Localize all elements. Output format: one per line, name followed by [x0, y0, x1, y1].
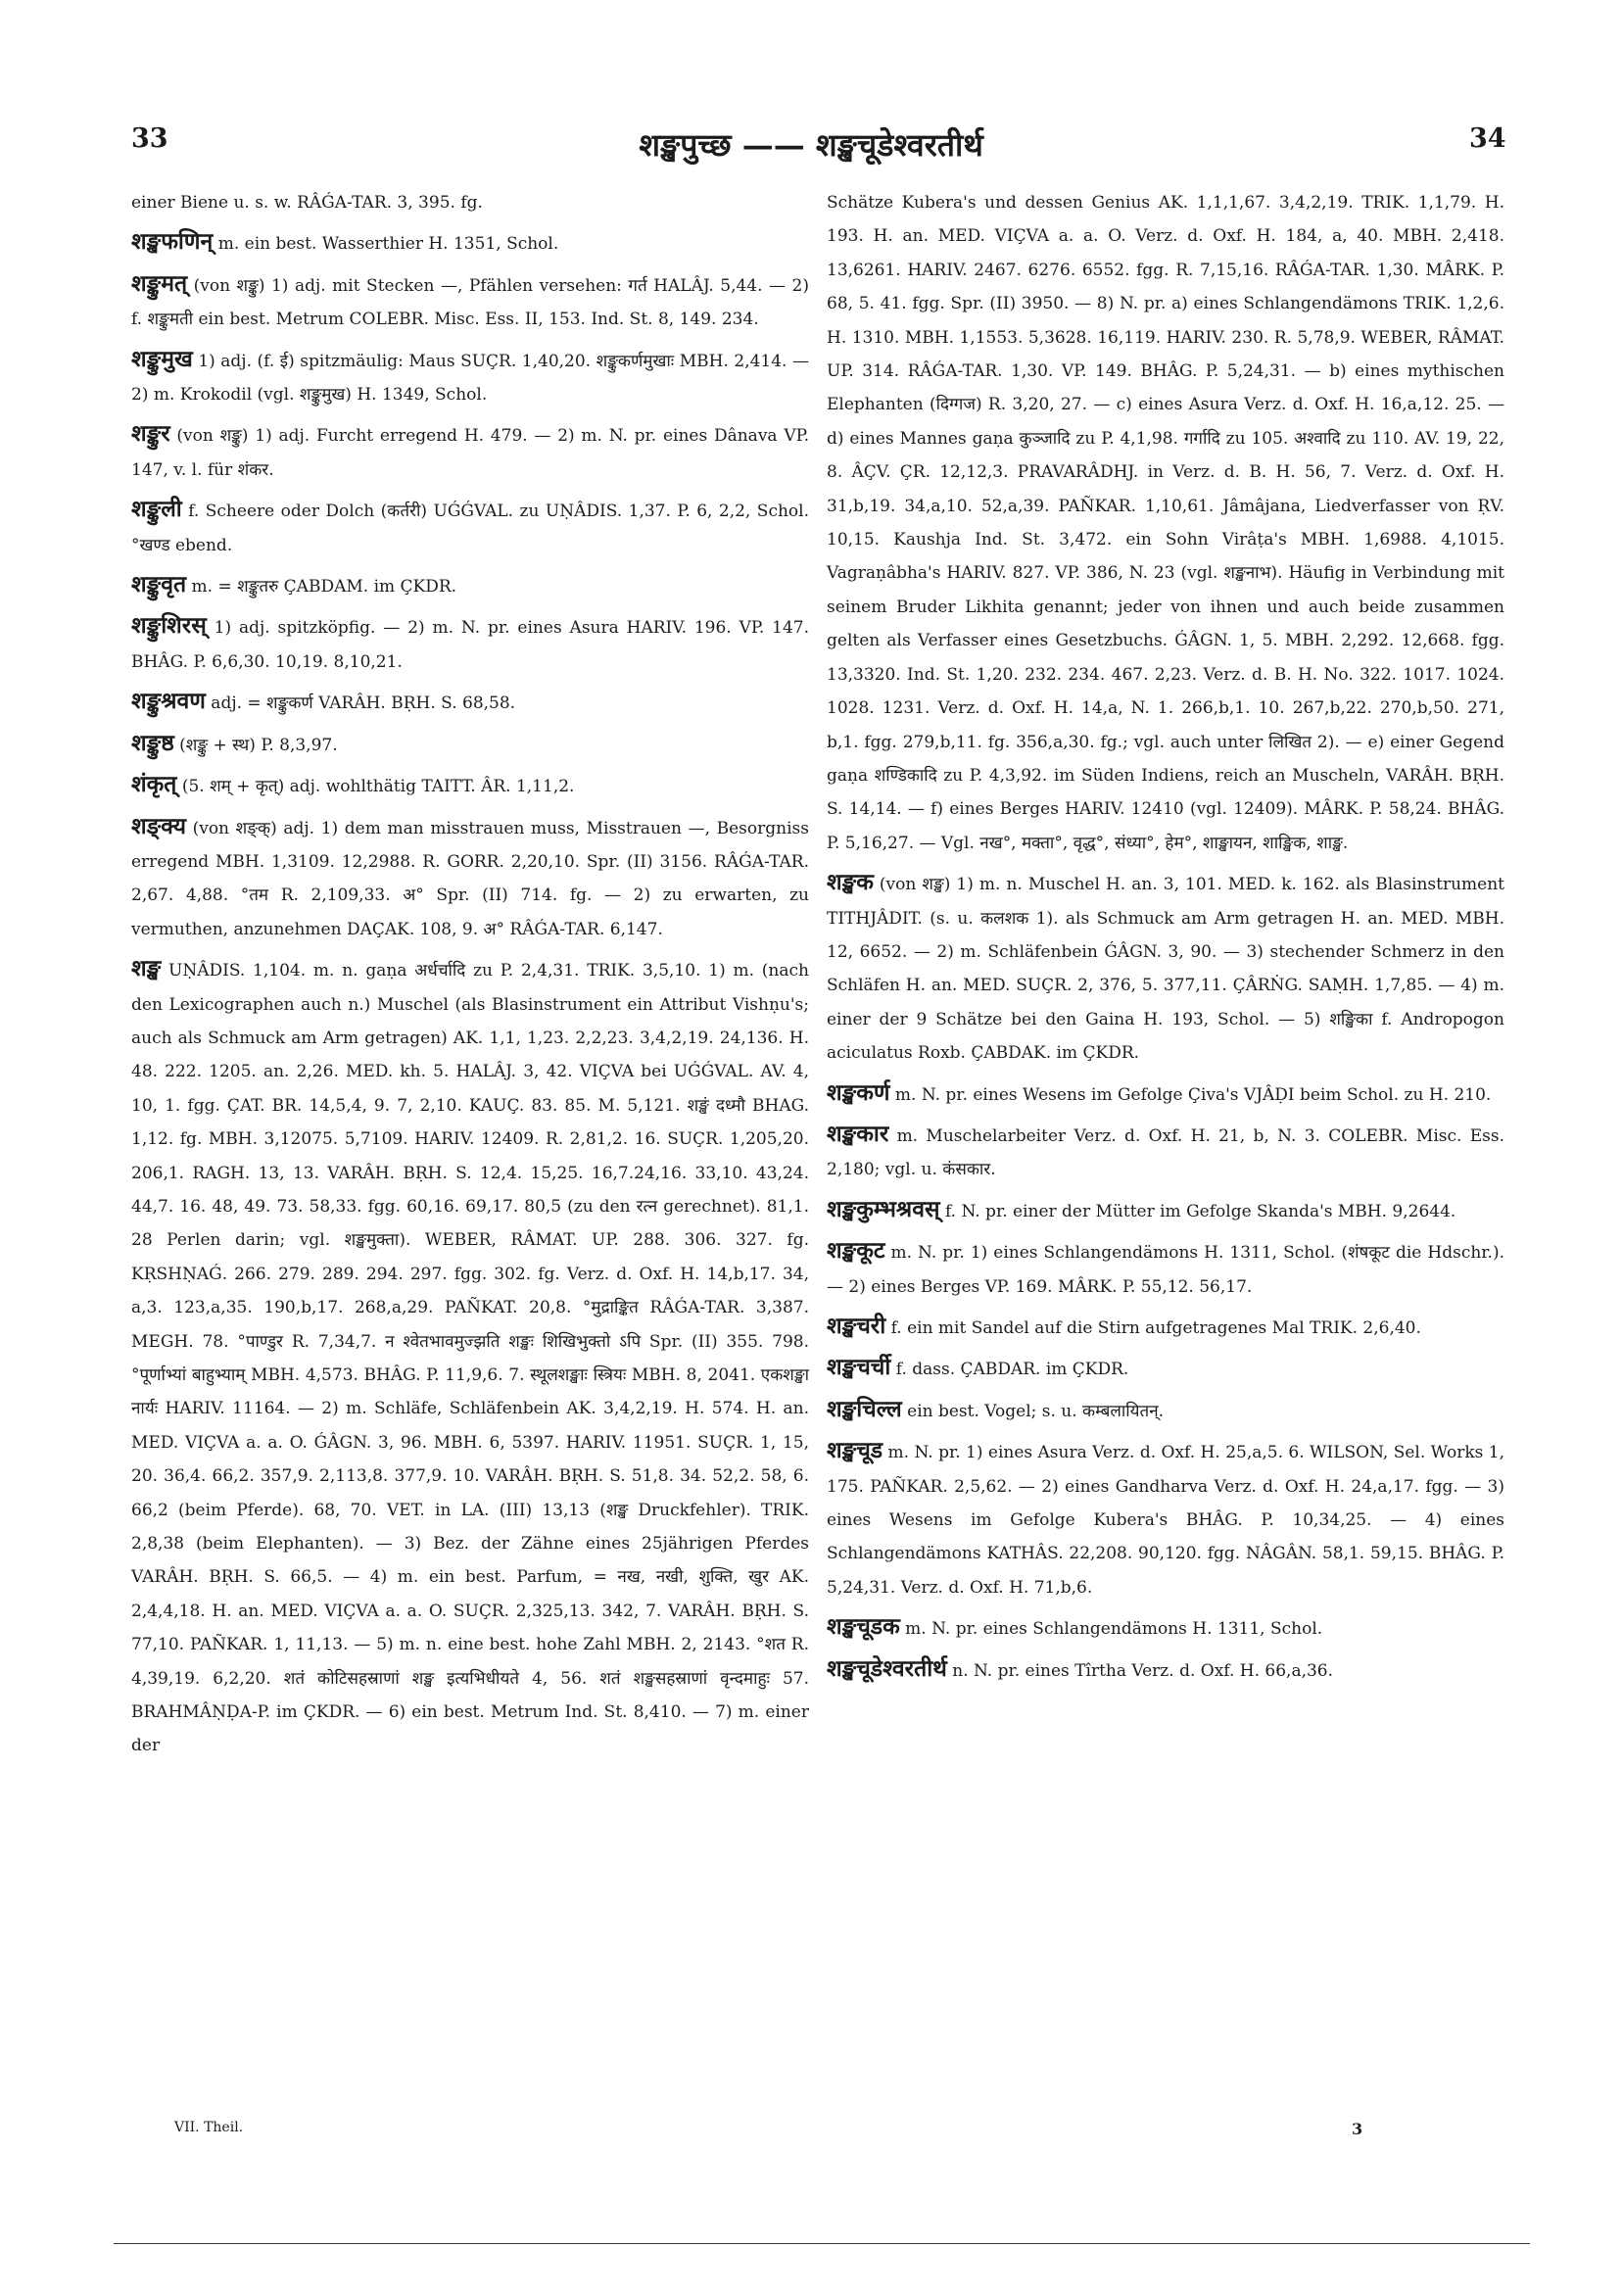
- entry-text: UṆÂDIS. 1,104. m. n. gaṇa अर्धर्चादि zu P. 2,4,31. TRIK. 3,5,10. 1) m. (nach den Lexicographen auch n.) Muschel (als Blasinstrument ein Attribut Vishṇu's; auch als Schmuck am Arm getragen) AK. 1,1, 1,23. 2,2,23. 3,4,2,19. 24,136. H. 48. 222. 1205. an. 2,26. MED. kh. 5. HALÂJ. 3, 42. VIÇVA bei UǴǴVAL. AV. 4, 10, 1. fgg. ÇAT. BR. 14,5,4, 9. 7, 2,10. KAUÇ. 83. 85. M. 5,121. शङ्खं दध्मौ BHAG. 1,12. fg. MBH. 3,12075. 5,7109. HARIV. 12409. R. 2,81,2. 16. SUÇR. 1,205,20. 206,1. RAGH. 13, 13. VARÂH. BṚH. S. 12,4. 15,25. 16,7.24,16. 33,10. 43,24. 44,7. 16. 48, 49. 73. 58,33. fgg. 60,16. 69,17. 80,5 (zu den रत्न gerechnet). 81,1. 28 Perlen darin; vgl. शङ्खमुक्ता). WEBER, RÂMAT. UP. 288. 306. 327. fg. KṚSHṆAǴ. 266. 279. 289. 294. 297. fgg. 302. fg. Verz. d. Oxf. H. 14,b,17. 34, a,3. 123,a,35. 190,b,17. 268,a,29. PAÑKAT. 20,8. °मुद्राङ्कित RÂǴA-TAR. 3,387. MEGH. 78. °पाण्डुर R. 7,34,7. न श्वेतभावमुज्झति शङ्खः शिखिभुक्तो ऽपि Spr. (II) 355. 798. °पूर्णाभ्यां बाहुभ्याम् MBH. 4,573. BHÂG. P. 11,9,6. 7. स्थूलशङ्खाः स्त्रियः MBH. 8, 2041. एकशङ्खा नार्यः HARIV. 11164. — 2) m. Schläfe, Schläfenbein AK. 3,4,2,19. H. 574. H. an. MED. VIÇVA a. a. O. ǴÂGN. 3, 96. MBH. 6, 5397. HARIV. 11951. SUÇR. 1, 15, 20. 36,4. 66,2. 357,9. 2,113,8. 377,9. 10. VARÂH. BṚH. S. 51,8. 34. 52,2. 58, 6. 66,2 (beim Pferde). 68, 70. VET. in LA. (III) 13,13 (शङ्ख Druckfehler). TRIK. 2,8,38 (beim Elephanten). — 3) Bez. der Zähne eines 25jährigen Pferdes VARÂH. BṚH. S. 66,5. — 4) m. ein best. Parfum, = नख, नखी, शुक्ति, खुर AK. 2,4,4,18. H. an. MED. VIÇVA a. a. O. SUÇR. 2,325,13. 342, 7. VARÂH. BṚH. S. 77,10. PAÑKAR. 1, 11,13. — 5) m. n. eine best. hohe Zahl MBH. 2, 2143. °शत R. 4,39,19. 6,2,20. शतं कोटिसहस्राणां शङ्ख इत्यभिधीयते 4, 56. शतं शङ्खसहस्राणां वृन्दमाहुः 57. BRAHMÂṆḌA-P. im ÇKDR. — 6) ein best. Metrum Ind. St. 8,410. — 7) m. einer der: [131, 961, 809, 1756]
- dictionary-entry: [827, 1434, 1504, 1604]
- entry-headword: शङ्कुर: [131, 420, 170, 448]
- dictionary-entry: [827, 1351, 1504, 1386]
- entry-text: m. N. pr. 1) eines Asura Verz. d. Oxf. H. 25,a,5. 6. WILSON, Sel. Works 1, 175. PAÑKAR. 2,5,62. — 2) eines Gandharva Verz. d. Oxf. H. 24,a,17. fgg. — 3) eines Wesens im Gefolge Kubera's BHÂG. P. 10,34,25. — 4) eines Schlangendämons KATHÂS. 22,208. 90,120. fgg. NÂGÂN. 58,1. 59,15. BHÂG. P. 5,24,31. Verz. d. Oxf. H. 71,b,6.: [827, 1443, 1504, 1598]
- dictionary-entry: [131, 186, 809, 219]
- entry-headword: शङ्खचरी: [827, 1313, 886, 1339]
- entry-headword: शङ्क्य: [131, 812, 186, 839]
- entry-headword: शङ्कुमत्: [131, 269, 188, 297]
- dictionary-entry: [827, 866, 1504, 1070]
- dictionary-entry: [131, 810, 809, 947]
- dictionary-entry: [131, 727, 809, 762]
- dictionary-entry: [131, 493, 809, 562]
- dictionary-entry: [131, 685, 809, 720]
- entry-text: (5. शम् + कृत्) adj. wohlthätig TAITT. ÂR. 1,11,2.: [176, 777, 575, 797]
- dictionary-entry: [131, 568, 809, 603]
- entry-headword: शङ्खक: [827, 869, 874, 896]
- entry-text: adj. = शङ्कुकर्ण VARÂH. BṚH. S. 68,58.: [205, 694, 516, 714]
- entry-text: f. Scheere oder Dolch (कर्तरी) UǴǴVAL. zu UṆÂDIS. 1,37. P. 6, 2,2, Schol. °खण्ड ebend.: [131, 502, 809, 555]
- entry-text: m. N. pr. eines Schlangendämons H. 1311, Schol.: [899, 1619, 1323, 1640]
- entry-text: 1) adj. (f. ई) spitzmäulig: Maus SUÇR. 1,40,20. शङ्कुकर्णमुखाः MBH. 2,414. — 2) m. Krokodil (vgl. शङ्कुमुख) H. 1349, Schol.: [131, 351, 809, 406]
- entry-text: f. dass. ÇABDAR. im ÇKDR.: [890, 1360, 1129, 1380]
- dictionary-entry: [131, 343, 809, 412]
- entry-headword: शङ्ख: [131, 955, 162, 982]
- entry-text: 1) adj. spitzköpfig. — 2) m. N. pr. eines Asura HARIV. 196. VP. 147. BHÂG. P. 6,6,30. 10,19. 8,10,21.: [131, 618, 809, 672]
- colophon: VII. Theil.: [174, 2120, 244, 2135]
- entry-text: m. N. pr. eines Wesens im Gefolge Çiva's VJÂḌI beim Schol. zu H. 210.: [889, 1084, 1492, 1105]
- dictionary-entry: [131, 267, 809, 337]
- entry-text: (von शङ्कु) 1) adj. Furcht erregend H. 479. — 2) m. N. pr. eines Dânava VP. 147, v. l. für शंकर.: [131, 426, 809, 480]
- dictionary-entry: [131, 225, 809, 261]
- entry-text: (von शङ्ख) 1) m. n. Muschel H. an. 3, 101. MED. k. 162. als Blasinstrument TITHJÂDIT. (s. u. कलशक 1). als Schmuck am Arm getragen H. an. MED. MBH. 12, 6652. — 2) m. Schläfenbein ǴÂGN. 3, 90. — 3) stechender Schmerz in den Schläfen H. an. MED. SUÇR. 2, 376, 5. 377,11. ÇÂRṄG. SAṂH. 1,7,85. — 4) m. einer der 9 Schätze bei den Gaina H. 193, Schol. — 5) शङ्खिका f. Andropogon aciculatus Roxb. ÇABDAK. im ÇKDR.: [827, 875, 1504, 1064]
- dictionary-entry: [827, 1076, 1504, 1112]
- entry-headword: शङ्खचूडक: [827, 1613, 900, 1641]
- dictionary-entry: [827, 1310, 1504, 1345]
- page-number-right: 34: [1469, 123, 1506, 154]
- entry-headword: शङ्खकार: [827, 1120, 889, 1147]
- entry-headword: शङ्खकुम्भश्रवस्: [827, 1195, 940, 1222]
- dictionary-entry: [827, 1393, 1504, 1428]
- running-head: शङ्खपुच्छ —— शङ्खचूडेश्वरतीर्थ: [639, 126, 983, 164]
- entry-headword: शङ्कुश्रवण: [131, 688, 206, 715]
- dictionary-entry: [131, 952, 809, 1763]
- entry-headword: शङ्खकर्ण: [827, 1078, 890, 1106]
- entry-text: Schätze Kubera's und dessen Genius AK. 1,1,1,67. 3,4,2,19. TRIK. 1,1,79. H. 193. H. an. MED. VIÇVA a. a. O. Verz. d. Oxf. H. 184, a, 40. MBH. 2,418. 13,6261. HARIV. 2467. 6276. 6552. fgg. R. 7,15,16. RÂǴA-TAR. 1,30. MÂRK. P. 68, 5. 41. fgg. Spr. (II) 3950. — 8) N. pr. a) eines Schlangendämons TRIK. 1,2,6. H. 1310. MBH. 1,1553. 5,3628. 16,119. HARIV. 230. R. 5,78,9. WEBER, RÂMAT. UP. 314. RÂǴA-TAR. 1,30. VP. 149. BHÂG. P. 5,24,31. — b) eines mythischen Elephanten (दिग्गज) R. 3,20, 27. — c) eines Asura Verz. d. Oxf. H. 16,a,12. 25. — d) eines Mannes gaṇa कुञ्जादि zu P. 4,1,98. गर्गादि zu 105. अश्वादि zu 110. AV. 19, 22, 8. ÂÇV. ÇR. 12,12,3. PRAVARÂDHJ. in Verz. d. B. H. 56, 7. Verz. d. Oxf. H. 31,b,19. 34,a,10. 52,a,39. PAÑKAR. 1,10,61. Jâmâjana, Liedverfasser von ṚV. 10,15. Kaushja Ind. St. 3,472. ein Sohn Virâṭa's MBH. 1,6988. 4,1015. Vagraṇâbha's HARIV. 827. VP. 386, N. 23 (vgl. शङ्खनाभ). Häufig in Verbindung mit seinem Bruder Likhita genannt; jeder von ihnen und auch beide zusammen gelten als Verfasser eines Gesetzbuchs. ǴÂGN. 1, 5. MBH. 2,292. 12,668. fgg. 13,3320. Ind. St. 1,20. 232. 234. 467. 2,23. Verz. d. B. H. No. 322. 1017. 1024. 1028. 1231. Verz. d. Oxf. H. 14,a, N. 1. 266,b,1. 10. 267,b,22. 270,b,50. 271, b,1. fgg. 279,b,11. fg. 356,a,30. fg.; vgl. auch unter लिखित 2). — e) einer Gegend gaṇa शण्डिकादि zu P. 4,3,92. im Süden Indiens, reich an Muscheln, VARÂH. BṚH. S. 14,14. — f) eines Berges HARIV. 12410 (vgl. 12409). MÂRK. P. 58,24. BHÂG. P. 5,16,27. — Vgl. नख°, मक्ता°, वृद्ध°, संध्या°, हेम°, शाङ्खायन, शाङ्खिक, शाङ्ख.: [827, 193, 1504, 853]
- entry-headword: शङ्कुशिरस्: [131, 612, 207, 640]
- dictionary-entry: [131, 417, 809, 487]
- entry-headword: शङ्कुष्ठ: [131, 729, 174, 756]
- dictionary-entry: [827, 1193, 1504, 1228]
- bottom-rule: [114, 2243, 1530, 2244]
- entry-headword: शङ्खफणिन्: [131, 228, 214, 256]
- entry-text: f. N. pr. einer der Mütter im Gefolge Skanda's MBH. 9,2644.: [939, 1201, 1456, 1221]
- dictionary-entry: [827, 1610, 1504, 1646]
- entry-headword: शङ्कुमुख: [131, 345, 193, 372]
- entry-text: m. N. pr. 1) eines Schlangendämons H. 1311, Schol. (शंषकूट die Hdschr.). — 2) eines Berges VP. 169. MÂRK. P. 55,12. 56,17.: [827, 1243, 1504, 1297]
- left-column: [131, 186, 809, 1763]
- entry-text: m. ein best. Wasserthier H. 1351, Schol.: [213, 234, 559, 255]
- dictionary-entry: [827, 186, 1504, 860]
- entry-headword: शङ्खचूड: [827, 1437, 883, 1464]
- entry-text: m. = शङ्कुतरु ÇABDAM. im ÇKDR.: [186, 577, 457, 598]
- entry-headword: शङ्खचर्ची: [827, 1354, 891, 1381]
- entry-text: (von शङ्कु) 1) adj. mit Stecken —, Pfählen versehen: गर्त HALÂJ. 5,44. — 2) f. शङ्कुमती ein best. Metrum COLEBR. Misc. Ess. II, 153. Ind. St. 8, 149. 234.: [131, 275, 809, 330]
- entry-headword: शङ्कुली: [131, 496, 182, 523]
- entry-headword: शङ्खचूडेश्वरतीर्थ: [827, 1654, 947, 1682]
- page-number-left: 33: [131, 123, 168, 154]
- entry-headword: शङ्खकूट: [827, 1237, 885, 1265]
- entry-text: m. Muschelarbeiter Verz. d. Oxf. H. 21, b, N. 3. COLEBR. Misc. Ess. 2,180; vgl. u. कंसकार.: [827, 1125, 1504, 1180]
- entry-text: n. N. pr. eines Tîrtha Verz. d. Oxf. H. 66,a,36.: [946, 1660, 1334, 1681]
- entry-text: einer Biene u. s. w. RÂǴA-TAR. 3, 395. fg.: [131, 193, 483, 213]
- dictionary-entry: [827, 1234, 1504, 1304]
- signature-mark: 3: [1352, 2120, 1363, 2138]
- entry-text: (शङ्कु + स्थ) P. 8,3,97.: [173, 735, 338, 755]
- entry-headword: शङ्खचिल्ल: [827, 1395, 902, 1422]
- dictionary-entry: [827, 1118, 1504, 1187]
- entry-headword: शङ्कुवृत: [131, 571, 187, 598]
- entry-text: (von शङ्क्) adj. 1) dem man misstrauen muss, Misstrauen —, Besorgniss erregend MBH. 1,3109. 12,2988. R. GORR. 2,20,10. Spr. (II) 3156. RÂǴA-TAR. 2,67. 4,88. °तम R. 2,109,33. अ° Spr. (II) 714. fg. — 2) zu erwarten, zu vermuthen, anzunehmen DAÇAK. 108, 9. अ° RÂǴA-TAR. 6,147.: [131, 818, 809, 939]
- entry-text: f. ein mit Sandel auf die Stirn aufgetragenes Mal TRIK. 2,6,40.: [885, 1318, 1421, 1338]
- dictionary-entry: [131, 609, 809, 679]
- entry-text: ein best. Vogel; s. u. कम्बलायितन्.: [901, 1401, 1165, 1421]
- entry-headword: शंकृत्: [131, 771, 177, 798]
- dictionary-entry: [827, 1652, 1504, 1688]
- dictionary-entry: [131, 768, 809, 803]
- right-column: [827, 186, 1504, 1688]
